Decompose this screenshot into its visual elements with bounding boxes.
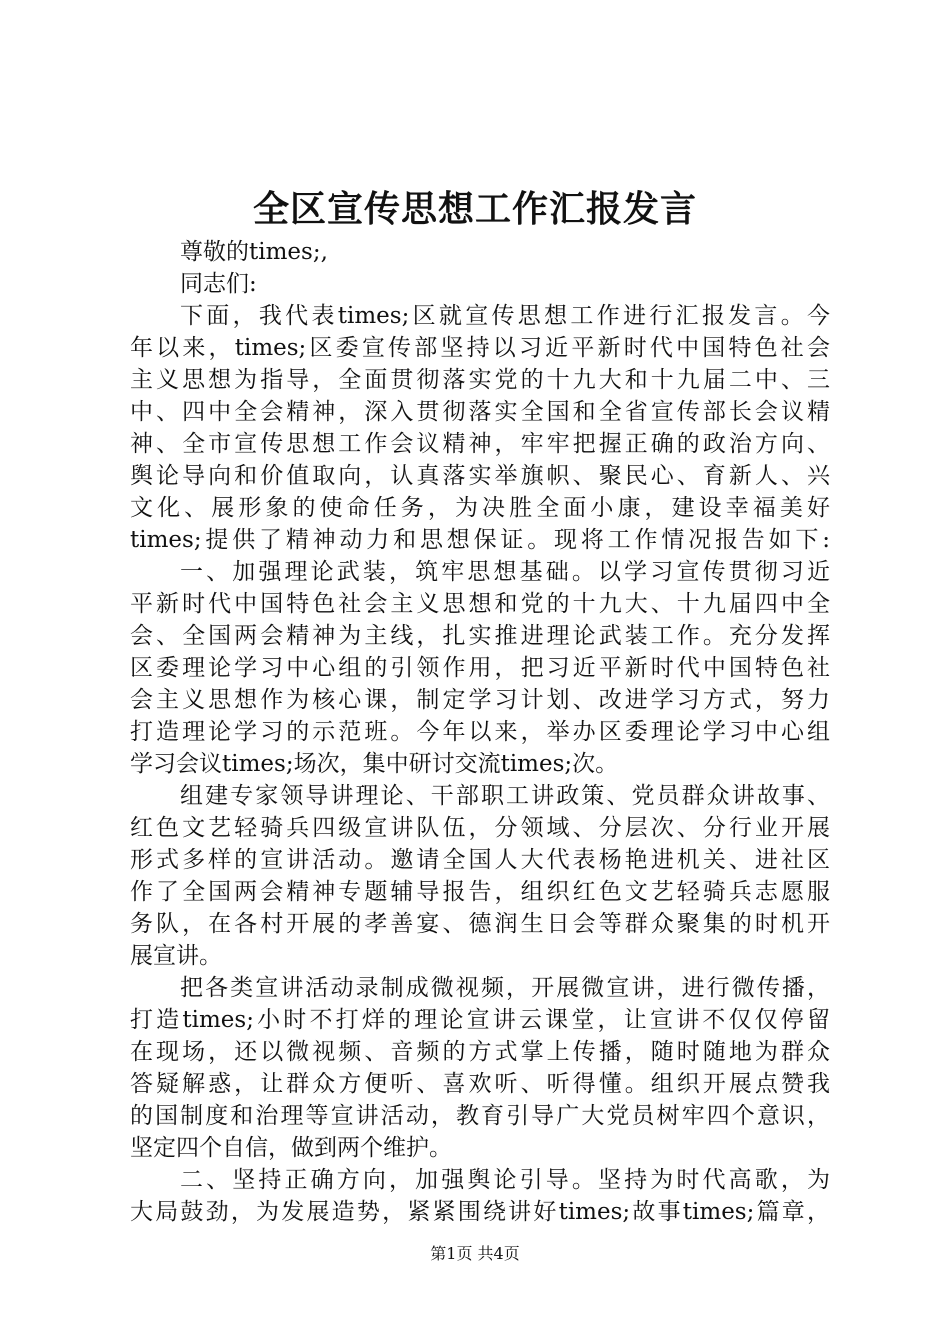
- paragraph-line: 文化、展形象的使命任务，为决胜全面小康，建设幸福美好: [130, 495, 830, 521]
- page-number-footer: 第1页 共4页: [430, 1244, 520, 1263]
- paragraph-line: 红色文艺轻骑兵四级宣讲队伍，分领域、分层次、分行业开展: [130, 815, 830, 841]
- paragraph-line: 的国制度和治理等宣讲活动，教育引导广大党员树牢四个意识，: [130, 1103, 830, 1129]
- paragraph-line: 二、坚持正确方向，加强舆论引导。坚持为时代高歌，为: [180, 1167, 830, 1193]
- paragraph-line: 舆论导向和价值取向，认真落实举旗帜、聚民心、育新人、兴: [130, 463, 830, 489]
- paragraph-line: 把各类宣讲活动录制成微视频，开展微宣讲，进行微传播，: [180, 975, 830, 1001]
- paragraph-line: 学习会议times;场次，集中研讨交流times;次。: [130, 751, 619, 777]
- paragraph-line: 形式多样的宣讲活动。邀请全国人大代表杨艳进机关、进社区: [130, 847, 830, 873]
- paragraph-line: 大局鼓劲，为发展造势，紧紧围绕讲好times;故事times;篇章，: [130, 1199, 830, 1225]
- paragraph-line: 作了全国两会精神专题辅导报告，组织红色文艺轻骑兵志愿服: [130, 879, 830, 905]
- paragraph-line: times;提供了精神动力和思想保证。现将工作情况报告如下:: [130, 527, 830, 553]
- paragraph-line: 务队，在各村开展的孝善宴、德润生日会等群众聚集的时机开: [130, 911, 830, 937]
- paragraph-line: 一、加强理论武装，筑牢思想基础。以学习宣传贯彻习近: [180, 559, 830, 585]
- paragraph-line: 会、全国两会精神为主线，扎实推进理论武装工作。充分发挥: [130, 623, 830, 649]
- paragraph-line: 组建专家领导讲理论、干部职工讲政策、党员群众讲故事、: [180, 783, 830, 809]
- paragraph-line: 展宣讲。: [130, 943, 222, 969]
- paragraph-line: 在现场，还以微视频、音频的方式掌上传播，随时随地为群众: [130, 1039, 830, 1065]
- paragraph-line: 神、全市宣传思想工作会议精神，牢牢把握正确的政治方向、: [130, 431, 830, 457]
- salutation-line: 同志们:: [180, 271, 257, 297]
- paragraph-line: 答疑解惑，让群众方便听、喜欢听、听得懂。组织开展点赞我: [130, 1071, 830, 1097]
- paragraph-line: 下面，我代表times;区就宣传思想工作进行汇报发言。今: [180, 303, 830, 329]
- paragraph-line: 区委理论学习中心组的引领作用，把习近平新时代中国特色社: [130, 655, 830, 681]
- paragraph-line: 主义思想为指导，全面贯彻落实党的十九大和十九届二中、三: [130, 367, 830, 393]
- paragraph-line: 平新时代中国特色社会主义思想和党的十九大、十九届四中全: [130, 591, 830, 617]
- salutation-line: 尊敬的times;,: [180, 239, 328, 265]
- document-body: [130, 236, 830, 1228]
- paragraph-line: 会主义思想作为核心课，制定学习计划、改进学习方式，努力: [130, 687, 830, 713]
- paragraph-line: 坚定四个自信，做到两个维护。: [130, 1135, 452, 1161]
- paragraph-line: 打造times;小时不打烊的理论宣讲云课堂，让宣讲不仅仅停留: [130, 1007, 830, 1033]
- paragraph-line: 打造理论学习的示范班。今年以来，举办区委理论学习中心组: [130, 719, 830, 745]
- paragraph-line: 中、四中全会精神，深入贯彻落实全国和全省宣传部长会议精: [130, 399, 830, 425]
- paragraph-line: 年以来，times;区委宣传部坚持以习近平新时代中国特色社会: [130, 335, 830, 361]
- document-title: 全区宣传思想工作汇报发言: [252, 188, 697, 230]
